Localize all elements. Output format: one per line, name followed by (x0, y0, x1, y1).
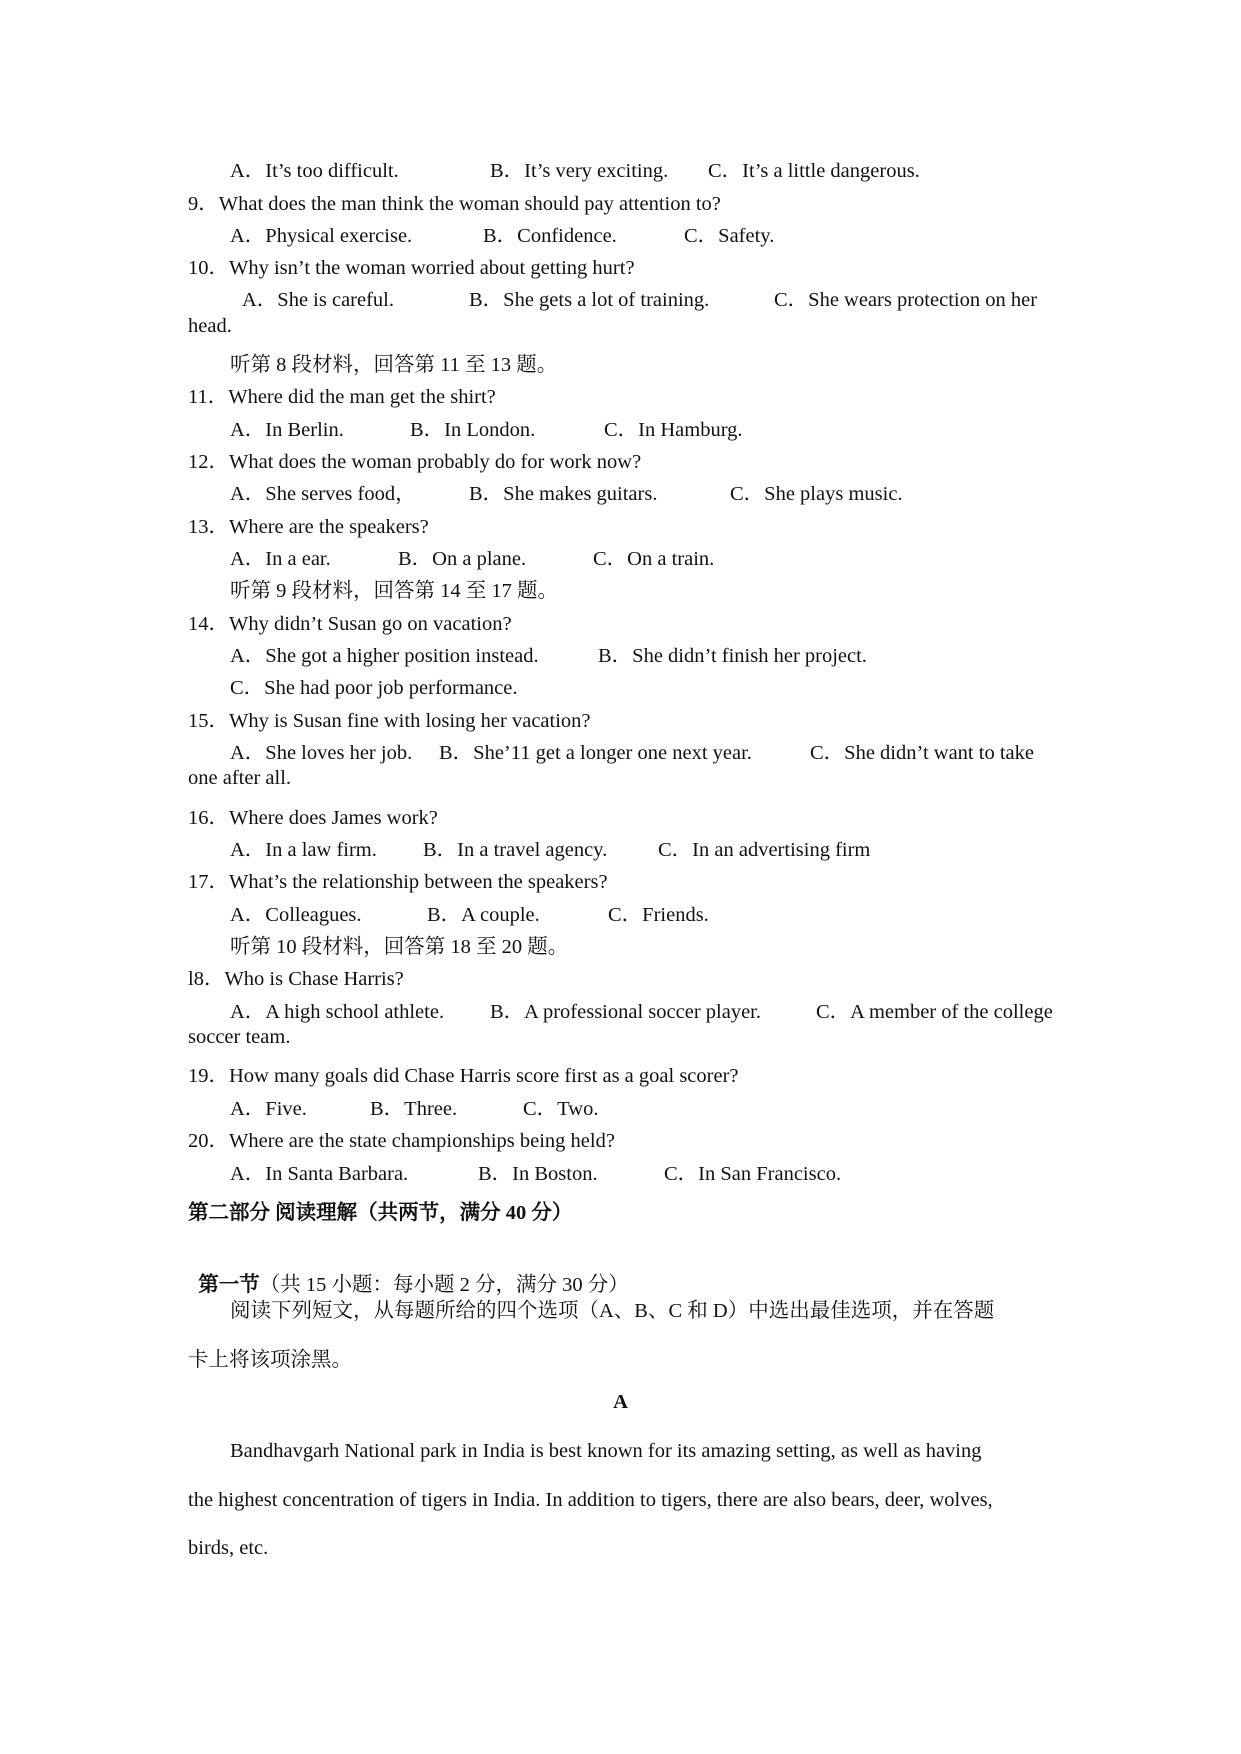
q15-option-b: B．She’11 get a longer one next year. (439, 742, 752, 764)
q20-stem: 20．Where are the state championships being held? (188, 1130, 615, 1152)
q13-option-c: C．On a train. (593, 548, 715, 570)
q10-option-c: C．She wears protection on her (774, 289, 1038, 311)
q17-stem: 17．What’s the relationship between the speakers? (188, 871, 608, 893)
q9-option-b: B．Confidence. (483, 225, 617, 247)
q14-option-c: C．She had poor job performance. (230, 677, 518, 699)
passage-line-1: Bandhavgarh National park in India is best known for its amazing setting, as well as having (230, 1440, 982, 1462)
q14-stem: 14．Why didn’t Susan go on vacation? (188, 613, 512, 635)
passage-line-2: the highest concentration of tigers in India. In addition to tigers, there are also bears, deer, wolves, (188, 1489, 993, 1511)
section-one-label: 第一节 (198, 1274, 260, 1296)
section-instruction-9: 听第 9 段材料，回答第 14 至 17 题。 (230, 580, 558, 602)
q12-stem: 12．What does the woman probably do for work now? (188, 451, 642, 473)
reading-instructions-line-1: 阅读下列短文，从每题所给的四个选项（A、B、C 和 D）中选出最佳选项，并在答题 (230, 1300, 995, 1322)
passage-line-3: birds, etc. (188, 1537, 269, 1559)
q16-option-c: C．In an advertising firm (658, 839, 871, 861)
section-one-header (188, 1244, 629, 1297)
q18-stem: l8．Who is Chase Harris? (188, 968, 404, 990)
q15-option-c-continued: one after all. (188, 767, 292, 789)
section-instruction-10: 听第 10 段材料，回答第 18 至 20 题。 (230, 936, 569, 958)
q11-stem: 11．Where did the man get the shirt? (188, 386, 496, 408)
q15-option-a: A．She loves her job. (230, 742, 413, 764)
q16-option-a: A．In a law firm. (230, 839, 377, 861)
q19-option-a: A．Five. (230, 1098, 307, 1120)
q14-option-b: B．She didn’t finish her project. (598, 645, 867, 667)
q17-option-b: B．A couple. (427, 904, 540, 926)
q20-option-a: A．In Santa Barbara. (230, 1163, 409, 1185)
q18-option-a: A．A high school athlete. (230, 1001, 445, 1023)
section-instruction-8: 听第 8 段材料，回答第 11 至 13 题。 (230, 354, 558, 376)
passage-heading: A (613, 1391, 628, 1413)
q13-stem: 13．Where are the speakers? (188, 516, 429, 538)
q9-option-a: A．Physical exercise. (230, 225, 413, 247)
q10-stem: 10．Why isn’t the woman worried about getting hurt? (188, 257, 635, 279)
q19-stem: 19．How many goals did Chase Harris score first as a goal scorer? (188, 1065, 739, 1087)
q18-option-c: C．A member of the college (816, 1001, 1053, 1023)
q18-option-b: B．A professional soccer player. (490, 1001, 761, 1023)
q8-option-a: A．It’s too difficult. (230, 160, 399, 182)
q14-option-a: A．She got a higher position instead. (230, 645, 539, 667)
q12-option-c: C．She plays music. (730, 483, 903, 505)
q18-option-c-continued: soccer team. (188, 1026, 291, 1048)
q20-option-b: B．In Boston. (478, 1163, 598, 1185)
part-two-title: 第二部分 阅读理解（共两节，满分 40 分） (188, 1202, 573, 1224)
q12-option-a: A．She serves food， (230, 483, 416, 505)
q17-option-c: C．Friends. (608, 904, 709, 926)
section-one-scoring: （共 15 小题：每小题 2 分，满分 30 分） (259, 1274, 629, 1296)
q10-option-c-continued: head. (188, 315, 232, 337)
q11-option-b: B．In London. (410, 419, 536, 441)
q10-option-b: B．She gets a lot of training. (469, 289, 710, 311)
q13-option-b: B．On a plane. (398, 548, 527, 570)
q8-option-b: B．It’s very exciting. (490, 160, 669, 182)
q8-option-c: C．It’s a little dangerous. (708, 160, 920, 182)
q19-option-c: C．Two. (523, 1098, 599, 1120)
reading-instructions-line-2: 卡上将该项涂黑。 (188, 1349, 352, 1371)
q17-option-a: A．Colleagues. (230, 904, 362, 926)
q16-option-b: B．In a travel agency. (423, 839, 608, 861)
q13-option-a: A．In a ear. (230, 548, 331, 570)
q9-option-c: C．Safety. (684, 225, 775, 247)
q11-option-a: A．In Berlin. (230, 419, 344, 441)
q11-option-c: C．In Hamburg. (604, 419, 743, 441)
q15-option-c: C．She didn’t want to take (810, 742, 1034, 764)
q15-stem: 15．Why is Susan fine with losing her vacation? (188, 710, 591, 732)
q10-option-a: A．She is careful. (242, 289, 394, 311)
q12-option-b: B．She makes guitars. (469, 483, 658, 505)
q16-stem: 16．Where does James work? (188, 807, 438, 829)
q20-option-c: C．In San Francisco. (664, 1163, 842, 1185)
q9-stem: 9．What does the man think the woman should pay attention to? (188, 193, 721, 215)
q19-option-b: B．Three. (370, 1098, 458, 1120)
